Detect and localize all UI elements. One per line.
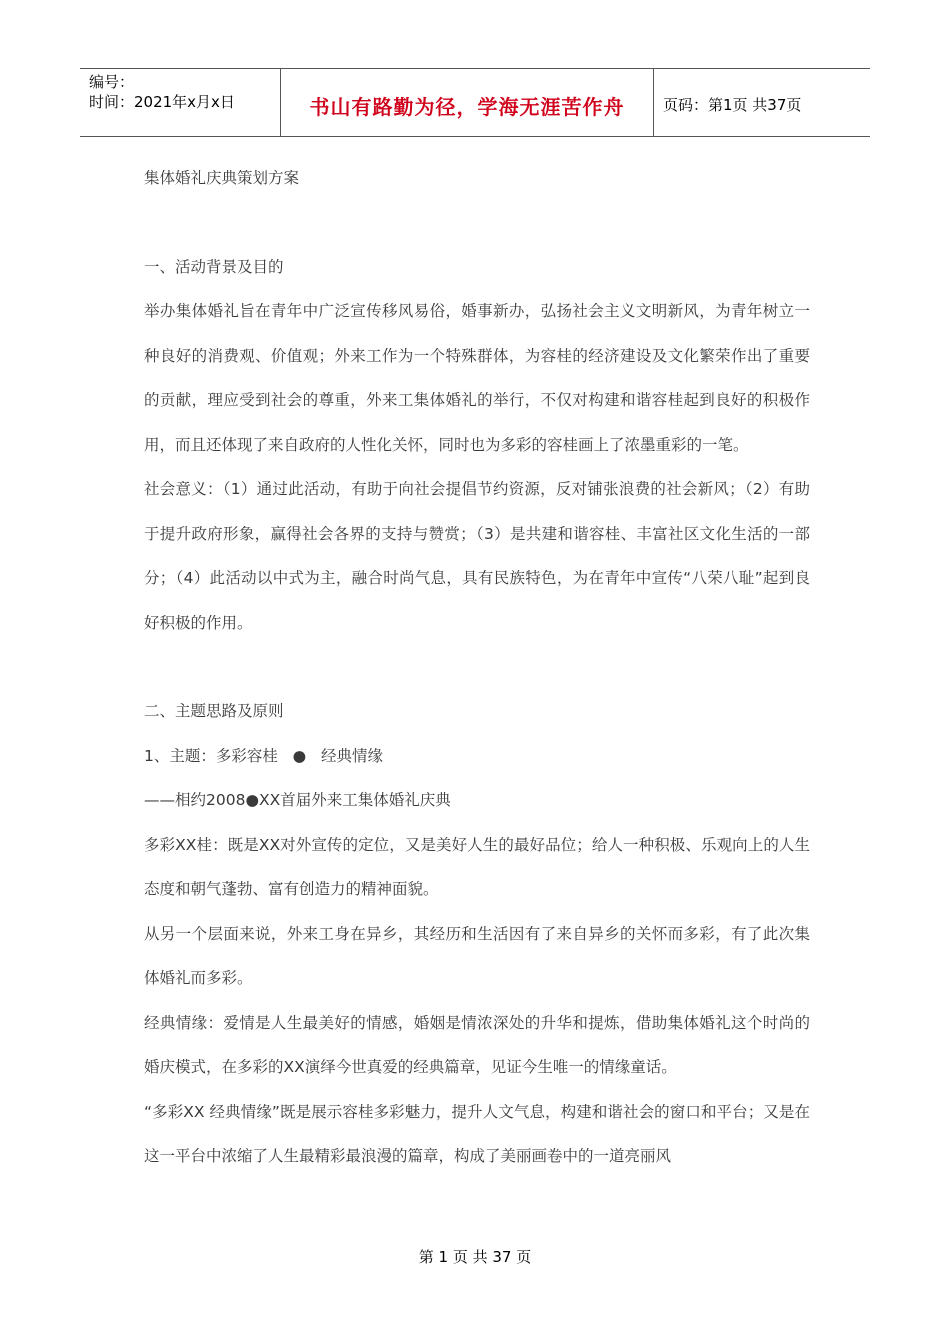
paragraph-colorful: 多彩XX桂：既是XX对外宣传的定位，又是美好人生的最好品位；给人一种积极、乐观向上的人生态度和朝气蓬勃、富有创造力的精神面貌。 — [144, 835, 810, 898]
document-body — [144, 156, 810, 1179]
section1-heading: 一、活动背景及目的 — [144, 257, 284, 276]
date-line: 时间：2021年x月x日 — [89, 93, 235, 111]
theme-line: 1、主题：多彩容桂 ● 经典情缘 — [144, 746, 383, 765]
serial-label: 编号： — [89, 73, 135, 91]
page-header — [80, 68, 870, 137]
page-footer: 第 1 页 共 37 页 — [418, 1248, 532, 1266]
paragraph-classic-love: 经典情缘：爱情是人生最美好的情感，婚姻是情浓深处的升华和提炼，借助集体婚礼这个时尚的婚庆模式，在多彩的XX演绎今世真爱的经典篇章，见证今生唯一的情缘童话。 — [144, 1013, 810, 1076]
header-page-cell — [653, 69, 870, 136]
section2-heading: 二、主题思路及原则 — [144, 702, 284, 720]
document-title: 集体婚礼庆典策划方案 — [144, 169, 300, 187]
header-meta-cell — [80, 69, 280, 136]
paragraph-quote: “多彩XX 经典情缘”既是展示容桂多彩魅力，提升人文气息，构建和谐社会的窗口和平台；又是在这一平台中浓缩了人生最精彩最浪漫的篇章，构成了美丽画卷中的一道亮丽风 — [144, 1102, 810, 1165]
page-info: 页码：第1页 共37页 — [663, 96, 802, 114]
section1-paragraph-2: 社会意义：（1）通过此活动，有助于向社会提倡节约资源，反对铺张浪费的社会新风；（2）有助于提升政府形象，赢得社会各界的支持与赞赏；（3）是共建和谐容桂、丰富社区文化生活的一部分；（4）此活动以中式为主，融合时尚气息，具有民族特色，为在青年中宣传“八荣八耻”起到良好积极的作用。 — [144, 480, 810, 632]
paragraph-another-level: 从另一个层面来说，外来工身在异乡，其经历和生活因有了来自异乡的关怀而多彩，有了此次集体婚礼而多彩。 — [144, 924, 810, 987]
subtitle-line: ——相约2008●XX首届外来工集体婚礼庆典 — [144, 791, 451, 809]
section1-paragraph-1: 举办集体婚礼旨在青年中广泛宣传移风易俗，婚事新办，弘扬社会主义文明新风，为青年树立一种良好的消费观、价值观；外来工作为一个特殊群体，为容桂的经济建设及文化繁荣作出了重要的贡献，理应受到社会的尊重，外来工集体婚礼的举行，不仅对构建和谐容桂起到良好的积极作用，而且还体现了来自政府的人性化关怀，同时也为多彩的容桂画上了浓墨重彩的一笔。 — [144, 302, 810, 454]
header-motto-cell — [280, 69, 654, 136]
motto-text: 书山有路勤为径，学海无涯苦作舟 — [309, 95, 625, 119]
